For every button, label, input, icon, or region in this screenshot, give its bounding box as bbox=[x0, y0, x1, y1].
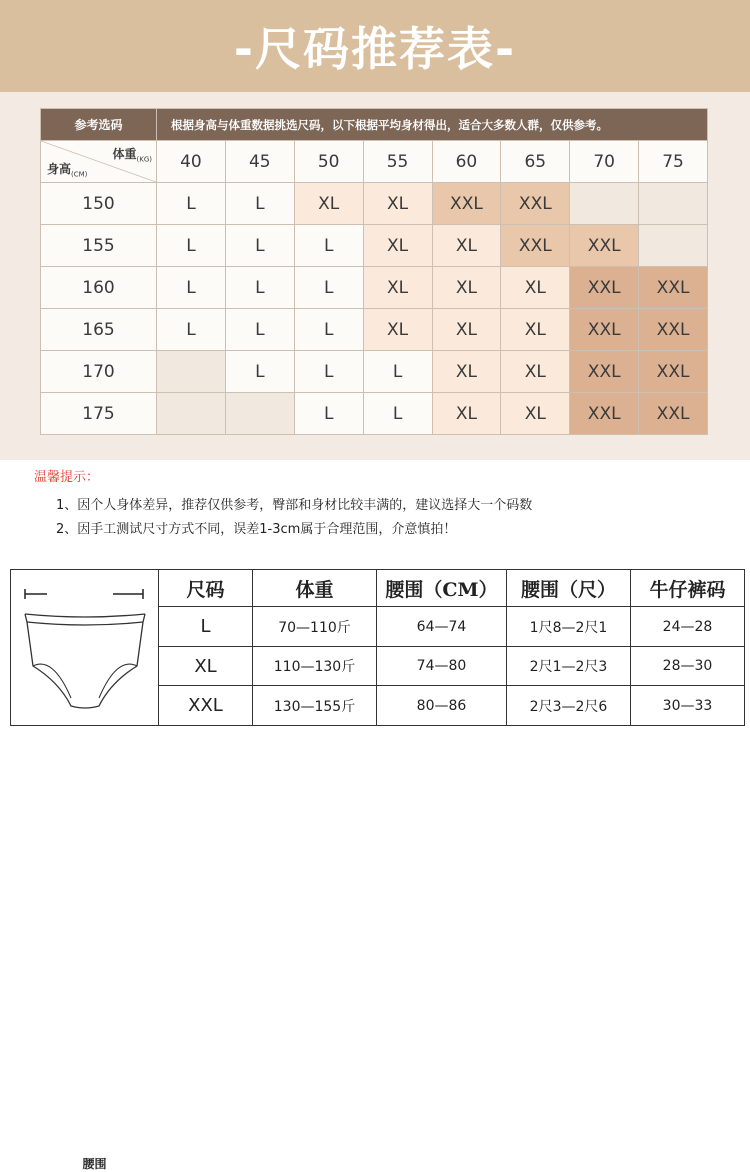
size-cell: XL bbox=[432, 393, 501, 435]
weight-cell: 50 bbox=[294, 141, 363, 183]
waist-cm-value: 80—86 bbox=[377, 686, 507, 726]
size-cell: L bbox=[294, 351, 363, 393]
weight-unit: (KG) bbox=[136, 155, 152, 164]
weight-cell: 75 bbox=[639, 141, 708, 183]
size-cell: L bbox=[294, 393, 363, 435]
size-value: XL bbox=[159, 646, 253, 686]
height-row-165 bbox=[41, 309, 708, 351]
jeans-size-value: 28—30 bbox=[631, 646, 745, 686]
height-label-text: 身高 bbox=[47, 161, 72, 176]
height-cell: 170 bbox=[41, 351, 157, 393]
height-row-175 bbox=[41, 393, 708, 435]
height-row-155 bbox=[41, 225, 708, 267]
waist-diagram-label: 腰围 bbox=[82, 1156, 107, 1171]
title-banner bbox=[0, 0, 750, 92]
size-cell: XXL bbox=[501, 183, 570, 225]
header-waist-cm: 腰围（CM） bbox=[377, 570, 507, 607]
weight-value: 130—155斤 bbox=[253, 686, 377, 726]
weight-row bbox=[41, 141, 708, 183]
size-cell: XL bbox=[363, 225, 432, 267]
tip-line-1: 1、因个人身体差异，推荐仅供参考，臀部和身材比较丰满的，建议选择大一个码数 bbox=[56, 498, 533, 513]
height-row-160 bbox=[41, 267, 708, 309]
size-cell: XXL bbox=[570, 267, 639, 309]
size-cell: L bbox=[294, 267, 363, 309]
size-cell: XXL bbox=[432, 183, 501, 225]
corner-height-label bbox=[47, 160, 87, 178]
waist-chi-value: 1尺8—2尺1 bbox=[507, 607, 631, 647]
size-cell bbox=[570, 183, 639, 225]
tip-line-2: 2、因手工测试尺寸方式不同，误差1-3cm属于合理范围，介意慎拍！ bbox=[56, 522, 457, 537]
waist-chi-value: 2尺3—2尺6 bbox=[507, 686, 631, 726]
weight-cell: 60 bbox=[432, 141, 501, 183]
size-cell: L bbox=[157, 267, 226, 309]
size-cell: XXL bbox=[570, 393, 639, 435]
height-cell: 160 bbox=[41, 267, 157, 309]
size-cell: L bbox=[225, 267, 294, 309]
grid-corner-cell bbox=[41, 141, 157, 183]
size-cell: L bbox=[294, 309, 363, 351]
grid-header-row bbox=[41, 109, 708, 141]
weight-cell: 40 bbox=[157, 141, 226, 183]
briefs-diagram-icon bbox=[19, 570, 151, 720]
size-cell: XXL bbox=[570, 225, 639, 267]
size-cell bbox=[639, 183, 708, 225]
size-cell: XL bbox=[501, 267, 570, 309]
corner-weight-label bbox=[113, 145, 153, 163]
size-cell bbox=[157, 393, 226, 435]
size-cell: XL bbox=[501, 309, 570, 351]
weight-label-text: 体重 bbox=[112, 147, 137, 161]
size-cell: XXL bbox=[570, 309, 639, 351]
tips-title: 温馨提示： bbox=[34, 470, 100, 485]
height-row-150 bbox=[41, 183, 708, 225]
size-cell: L bbox=[363, 393, 432, 435]
size-recommendation-grid bbox=[40, 108, 708, 435]
weight-cell: 65 bbox=[501, 141, 570, 183]
waist-diagram-cell bbox=[11, 570, 159, 1171]
size-cell: L bbox=[157, 309, 226, 351]
size-cell: XL bbox=[501, 393, 570, 435]
waist-cm-value: 64—74 bbox=[377, 607, 507, 647]
size-cell: XXL bbox=[639, 267, 708, 309]
size-value: L bbox=[159, 607, 253, 647]
header-jeans-size: 牛仔裤码 bbox=[631, 570, 745, 607]
size-cell: XL bbox=[363, 309, 432, 351]
height-cell: 175 bbox=[41, 393, 157, 435]
size-cell: XL bbox=[432, 267, 501, 309]
size-cell: XXL bbox=[639, 351, 708, 393]
header-size: 尺码 bbox=[159, 570, 253, 607]
size-cell: L bbox=[363, 351, 432, 393]
header-waist-chi: 腰围（尺） bbox=[507, 570, 631, 607]
header-weight: 体重 bbox=[253, 570, 377, 607]
height-cell: 155 bbox=[41, 225, 157, 267]
height-cell: 150 bbox=[41, 183, 157, 225]
size-cell: L bbox=[225, 225, 294, 267]
size-cell: L bbox=[294, 225, 363, 267]
grid-header-left: 参考选码 bbox=[41, 109, 157, 141]
weight-cell: 55 bbox=[363, 141, 432, 183]
waist-chi-value: 2尺1—2尺3 bbox=[507, 646, 631, 686]
size-cell: XXL bbox=[639, 309, 708, 351]
size-cell: XXL bbox=[570, 351, 639, 393]
weight-value: 110—130斤 bbox=[253, 646, 377, 686]
size-cell: XL bbox=[432, 351, 501, 393]
size-cell: L bbox=[157, 183, 226, 225]
page-title: -尺码推荐表- bbox=[233, 22, 517, 76]
grid-header-note: 根据身高与体重数据挑选尺码，以下根据平均身材得出，适合大多数人群，仅供参考。 bbox=[157, 109, 708, 141]
size-cell: L bbox=[225, 183, 294, 225]
size-cell: L bbox=[225, 309, 294, 351]
size-cell bbox=[225, 393, 294, 435]
height-cell: 165 bbox=[41, 309, 157, 351]
measurement-table bbox=[10, 569, 745, 1171]
waist-cm-value: 74—80 bbox=[377, 646, 507, 686]
size-cell bbox=[157, 351, 226, 393]
size-cell: L bbox=[225, 351, 294, 393]
size-cell: XL bbox=[363, 267, 432, 309]
height-row-170 bbox=[41, 351, 708, 393]
size-cell: XL bbox=[432, 225, 501, 267]
size-cell: XL bbox=[294, 183, 363, 225]
size-cell bbox=[639, 225, 708, 267]
jeans-size-value: 30—33 bbox=[631, 686, 745, 726]
height-unit: (CM) bbox=[71, 170, 88, 178]
tips-section bbox=[0, 462, 750, 556]
weight-cell: 45 bbox=[225, 141, 294, 183]
weight-value: 70—110斤 bbox=[253, 607, 377, 647]
size-cell: XL bbox=[363, 183, 432, 225]
size-cell: XXL bbox=[639, 393, 708, 435]
size-cell: XL bbox=[501, 351, 570, 393]
size-cell: L bbox=[157, 225, 226, 267]
size-cell: XXL bbox=[501, 225, 570, 267]
weight-cell: 70 bbox=[570, 141, 639, 183]
size-value: XXL bbox=[159, 686, 253, 726]
measurement-header-row bbox=[11, 570, 745, 607]
size-cell: XL bbox=[432, 309, 501, 351]
jeans-size-value: 24—28 bbox=[631, 607, 745, 647]
